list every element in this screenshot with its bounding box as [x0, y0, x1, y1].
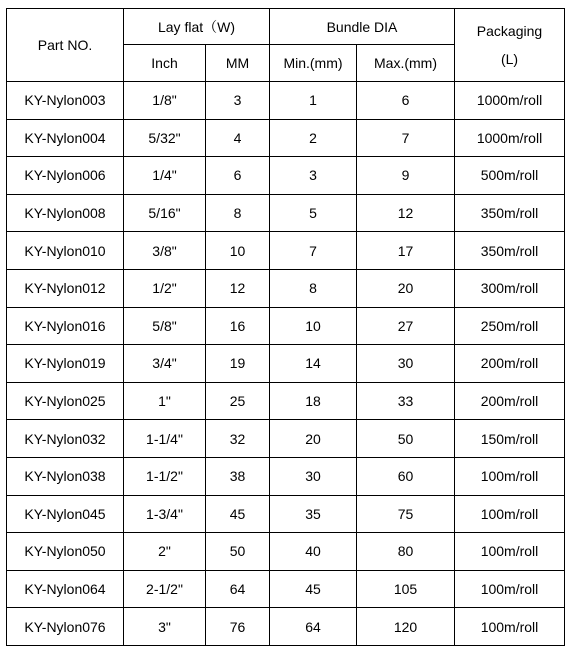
- table-body: [7, 82, 565, 646]
- header-inch: Inch: [124, 45, 206, 82]
- cell-min-mm: 18: [270, 382, 357, 420]
- table-row: [7, 194, 565, 232]
- cell-packaging: 100m/roll: [455, 495, 565, 533]
- cell-mm: 12: [206, 269, 270, 307]
- header-lay-flat: Lay flat（W): [124, 9, 270, 45]
- header-packaging: [455, 9, 565, 82]
- cell-inch: 1-1/2": [124, 457, 206, 495]
- cell-mm: 4: [206, 119, 270, 157]
- cell-packaging: 200m/roll: [455, 382, 565, 420]
- cell-packaging: 300m/roll: [455, 269, 565, 307]
- table-row: [7, 269, 565, 307]
- cell-inch: 1/4": [124, 157, 206, 195]
- cell-min-mm: 1: [270, 82, 357, 120]
- cell-min-mm: 30: [270, 457, 357, 495]
- cell-min-mm: 7: [270, 232, 357, 270]
- cell-packaging: 350m/roll: [455, 194, 565, 232]
- header-bundle-dia: Bundle DIA: [270, 9, 455, 45]
- cell-part-no: KY-Nylon076: [7, 608, 124, 646]
- cell-packaging: 500m/roll: [455, 157, 565, 195]
- cell-max-mm: 120: [357, 608, 455, 646]
- table-row: [7, 570, 565, 608]
- cell-min-mm: 14: [270, 345, 357, 383]
- cell-part-no: KY-Nylon045: [7, 495, 124, 533]
- cell-packaging: 100m/roll: [455, 533, 565, 571]
- cell-min-mm: 10: [270, 307, 357, 345]
- cell-mm: 64: [206, 570, 270, 608]
- header-row-top: [7, 9, 565, 45]
- cell-packaging: 250m/roll: [455, 307, 565, 345]
- cell-max-mm: 30: [357, 345, 455, 383]
- cell-min-mm: 8: [270, 269, 357, 307]
- cell-inch: 1/8": [124, 82, 206, 120]
- table-row: [7, 82, 565, 120]
- cell-inch: 3": [124, 608, 206, 646]
- cell-min-mm: 2: [270, 119, 357, 157]
- cell-mm: 3: [206, 82, 270, 120]
- cell-part-no: KY-Nylon008: [7, 194, 124, 232]
- cell-part-no: KY-Nylon025: [7, 382, 124, 420]
- header-part-no: Part NO.: [7, 9, 124, 82]
- cell-part-no: KY-Nylon050: [7, 533, 124, 571]
- table-row: [7, 420, 565, 458]
- cell-part-no: KY-Nylon012: [7, 269, 124, 307]
- cell-packaging: 100m/roll: [455, 570, 565, 608]
- cell-inch: 3/4": [124, 345, 206, 383]
- cell-max-mm: 12: [357, 194, 455, 232]
- cell-packaging: 150m/roll: [455, 420, 565, 458]
- cell-max-mm: 17: [357, 232, 455, 270]
- cell-inch: 5/32": [124, 119, 206, 157]
- cell-max-mm: 50: [357, 420, 455, 458]
- cell-mm: 38: [206, 457, 270, 495]
- cell-max-mm: 9: [357, 157, 455, 195]
- cell-inch: 1-1/4": [124, 420, 206, 458]
- cell-inch: 3/8": [124, 232, 206, 270]
- cell-mm: 10: [206, 232, 270, 270]
- table-row: [7, 157, 565, 195]
- cell-mm: 25: [206, 382, 270, 420]
- cell-max-mm: 33: [357, 382, 455, 420]
- table-header: [7, 9, 565, 82]
- cell-part-no: KY-Nylon032: [7, 420, 124, 458]
- cell-mm: 32: [206, 420, 270, 458]
- table-row: [7, 608, 565, 646]
- table-row: [7, 533, 565, 571]
- cell-packaging: 100m/roll: [455, 457, 565, 495]
- cell-max-mm: 7: [357, 119, 455, 157]
- table-row: [7, 119, 565, 157]
- cell-max-mm: 20: [357, 269, 455, 307]
- cell-inch: 5/8": [124, 307, 206, 345]
- cell-mm: 16: [206, 307, 270, 345]
- cell-inch: 2": [124, 533, 206, 571]
- cell-max-mm: 80: [357, 533, 455, 571]
- cell-part-no: KY-Nylon006: [7, 157, 124, 195]
- cell-part-no: KY-Nylon004: [7, 119, 124, 157]
- header-min-mm: Min.(mm): [270, 45, 357, 82]
- cell-part-no: KY-Nylon064: [7, 570, 124, 608]
- header-mm: MM: [206, 45, 270, 82]
- cell-packaging: 200m/roll: [455, 345, 565, 383]
- cell-min-mm: 20: [270, 420, 357, 458]
- cell-part-no: KY-Nylon010: [7, 232, 124, 270]
- cell-max-mm: 60: [357, 457, 455, 495]
- cell-inch: 1-3/4": [124, 495, 206, 533]
- cell-min-mm: 3: [270, 157, 357, 195]
- cell-inch: 2-1/2": [124, 570, 206, 608]
- cell-max-mm: 105: [357, 570, 455, 608]
- table-row: [7, 232, 565, 270]
- cell-mm: 45: [206, 495, 270, 533]
- cell-packaging: 350m/roll: [455, 232, 565, 270]
- cell-min-mm: 5: [270, 194, 357, 232]
- table-row: [7, 495, 565, 533]
- cell-min-mm: 35: [270, 495, 357, 533]
- header-packaging-unit: (L): [500, 51, 519, 67]
- cell-mm: 8: [206, 194, 270, 232]
- table-row: [7, 382, 565, 420]
- table-row: [7, 457, 565, 495]
- cell-min-mm: 40: [270, 533, 357, 571]
- cell-max-mm: 75: [357, 495, 455, 533]
- cell-min-mm: 45: [270, 570, 357, 608]
- cell-inch: 1/2": [124, 269, 206, 307]
- cell-packaging: 1000m/roll: [455, 119, 565, 157]
- cell-packaging: 1000m/roll: [455, 82, 565, 120]
- header-max-mm: Max.(mm): [357, 45, 455, 82]
- cell-packaging: 100m/roll: [455, 608, 565, 646]
- cell-mm: 50: [206, 533, 270, 571]
- cell-part-no: KY-Nylon003: [7, 82, 124, 120]
- cell-min-mm: 64: [270, 608, 357, 646]
- cell-mm: 6: [206, 157, 270, 195]
- cell-mm: 76: [206, 608, 270, 646]
- spec-table: [6, 8, 565, 646]
- cell-inch: 1": [124, 382, 206, 420]
- cell-max-mm: 27: [357, 307, 455, 345]
- cell-part-no: KY-Nylon038: [7, 457, 124, 495]
- cell-part-no: KY-Nylon016: [7, 307, 124, 345]
- header-packaging-label: Packaging: [476, 23, 543, 39]
- cell-inch: 5/16": [124, 194, 206, 232]
- cell-mm: 19: [206, 345, 270, 383]
- cell-max-mm: 6: [357, 82, 455, 120]
- table-row: [7, 345, 565, 383]
- cell-part-no: KY-Nylon019: [7, 345, 124, 383]
- table-row: [7, 307, 565, 345]
